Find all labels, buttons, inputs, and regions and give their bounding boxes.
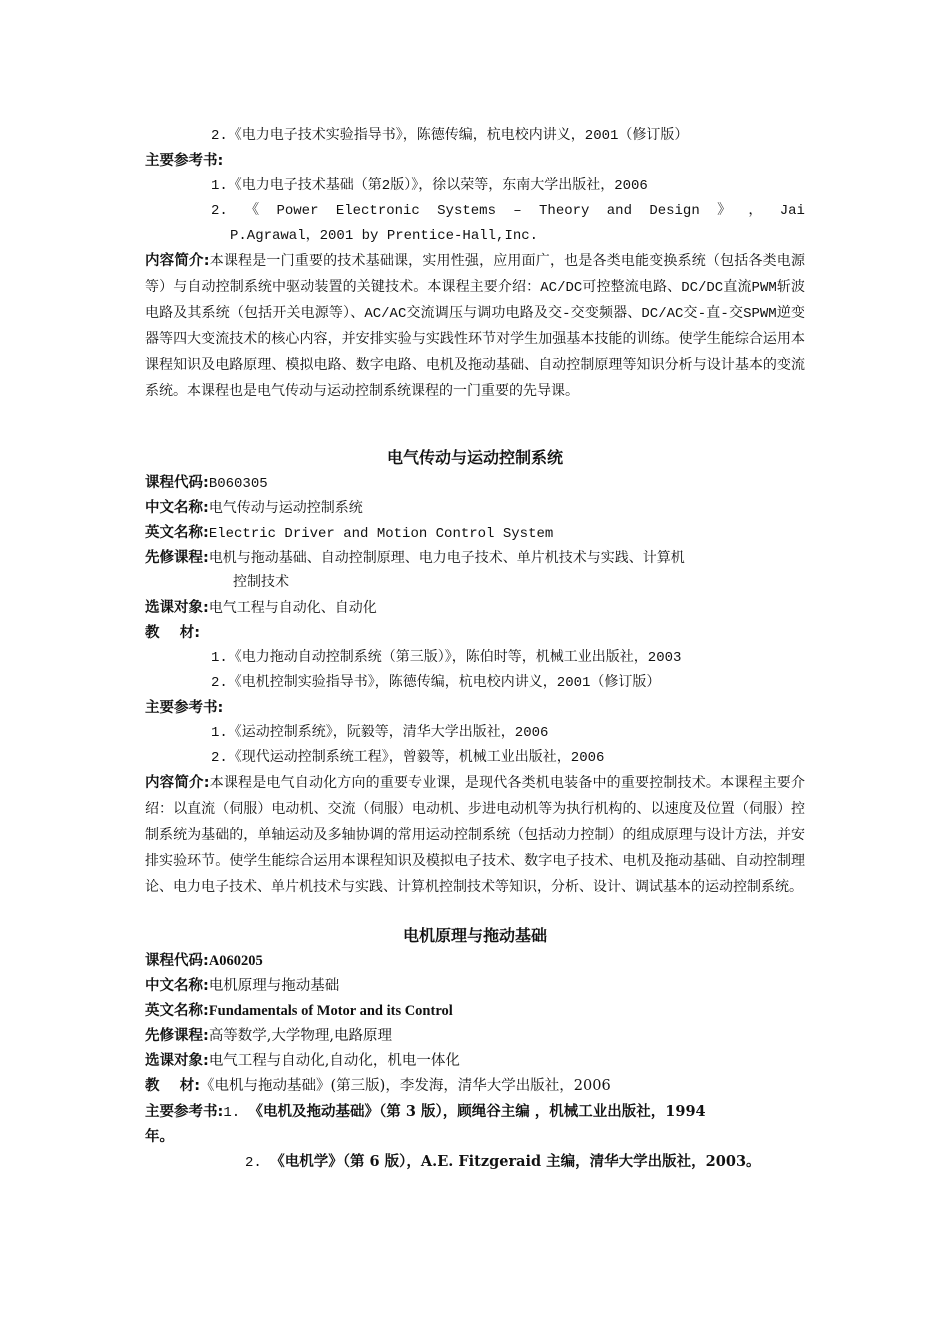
reference-item-2: 2. 《电机学》（第 6 版），A.E. Fitzgeraid 主编，清华大学出版社，2003。 <box>245 1153 761 1171</box>
reference-item-1: 1.《电力电子技术基础（第2版）》，徐以荣等，东南大学出版社，2006 <box>211 178 648 194</box>
document-page <box>145 124 805 1174</box>
target-students: 选课对象:电气工程与自动化、自动化 <box>145 600 377 617</box>
prerequisites: 先修课程:高等数学,大学物理,电路原理 <box>145 1028 393 1044</box>
textbook-item-2: 2.《电力电子技术实验指导书》，陈德传编，杭电校内讲义，2001（修订版） <box>211 128 689 144</box>
textbook-item-1: 1.《电力拖动自动控制系统（第三版）》，陈伯时等，机械工业出版社，2003 <box>211 650 682 666</box>
course-title: 电气传动与运动控制系统 <box>386 448 563 467</box>
chinese-name: 中文名称:电机原理与拖动基础 <box>145 978 340 994</box>
textbook: 教 材:《电机与拖动基础》(第三版)，李发海，清华大学出版社，2006 <box>145 1078 611 1094</box>
course-intro: 内容简介:本课程是电气自动化方向的重要专业课，是现代各类机电装备中的重要控制技术。本课程主要介绍：以直流（伺服）电动机、交流（伺服）电动机、步进电动机等为执行机构的、以速度及位置（伺服）控制系统为基础的，单轴运动及多轴协调的常用运动控制系统（包括动力控制）的组成原理与设计方法，并安排实验环节。使学生能综合运用本课程知识及模拟电子技术、数字电子技术、电机及拖动基础、自动控制理论、电力电子技术、单片机技术与实践、计算机控制技术等知识，分析、设计、调试基本的运动控制系统。 <box>145 775 805 896</box>
reference-item-2: 2.《现代运动控制系统工程》，曾毅等，机械工业出版社，2006 <box>211 750 605 766</box>
english-name: 英文名称:Electric Driver and Motion Control System <box>145 525 554 542</box>
reference-item-1: 1.《运动控制系统》，阮毅等，清华大学出版社，2006 <box>211 725 549 741</box>
course-code: 课程代码:B060305 <box>145 475 268 492</box>
course-intro: 内容简介:本课程是一门重要的技术基础课，实用性强，应用面广，也是各类电能变换系统（包括各类电源等）与自动控制系统中驱动装置的关键技术。本课程主要介绍：AC/DC可控整流电路、DC/DC直流PWM斩波电路及其系统（包括开关电源等）、AC/AC交流调压与调功电路及交-交变频器、DC/AC交-直-交SPWM逆变器等四大变流技术的核心内容，并安排实验与实践性环节对学生加强基本技能的训练。使学生能综合运用本课程知识及电路原理、模拟电路、数字电路、电机及拖动基础、自动控制原理等知识分析与设计基本的变流系统。本课程也是电气传动与运动控制系统课程的一门重要的先导课。 <box>145 253 805 400</box>
prerequisites: 先修课程:电机与拖动基础、自动控制原理、电力电子技术、单片机技术与实践、计算机 <box>145 550 685 567</box>
reference-item-1: 主要参考书:1. 《电机及拖动基础》（第 3 版），顾绳谷主编 ，机械工业出版社，1994 <box>145 1103 706 1121</box>
english-name: 英文名称:Fundamentals of Motor and its Control <box>145 1003 453 1019</box>
course-code: 课程代码:A060205 <box>145 953 263 969</box>
reference-item-2: 2. 《 Power Electronic Systems – Theory and Design 》 ， Jai <box>211 203 805 219</box>
target-students: 选课对象:电气工程与自动化,自动化，机电一体化 <box>145 1053 460 1069</box>
textbook-item-2: 2.《电机控制实验指导书》，陈德传编，杭电校内讲义，2001（修订版） <box>211 675 661 691</box>
reference-label: 主要参考书: <box>145 153 224 169</box>
reference-item-2-continued: P.Agrawal，2001 by Prentice-Hall,Inc. <box>230 228 539 244</box>
course-title: 电机原理与拖动基础 <box>402 926 547 945</box>
textbook-label: 教 材: <box>145 625 200 641</box>
reference-label: 主要参考书: <box>145 700 224 716</box>
reference-item-1-continued: 年。 <box>145 1128 174 1145</box>
chinese-name: 中文名称:电气传动与运动控制系统 <box>145 500 363 517</box>
prerequisites-continued: 控制技术 <box>233 575 289 591</box>
